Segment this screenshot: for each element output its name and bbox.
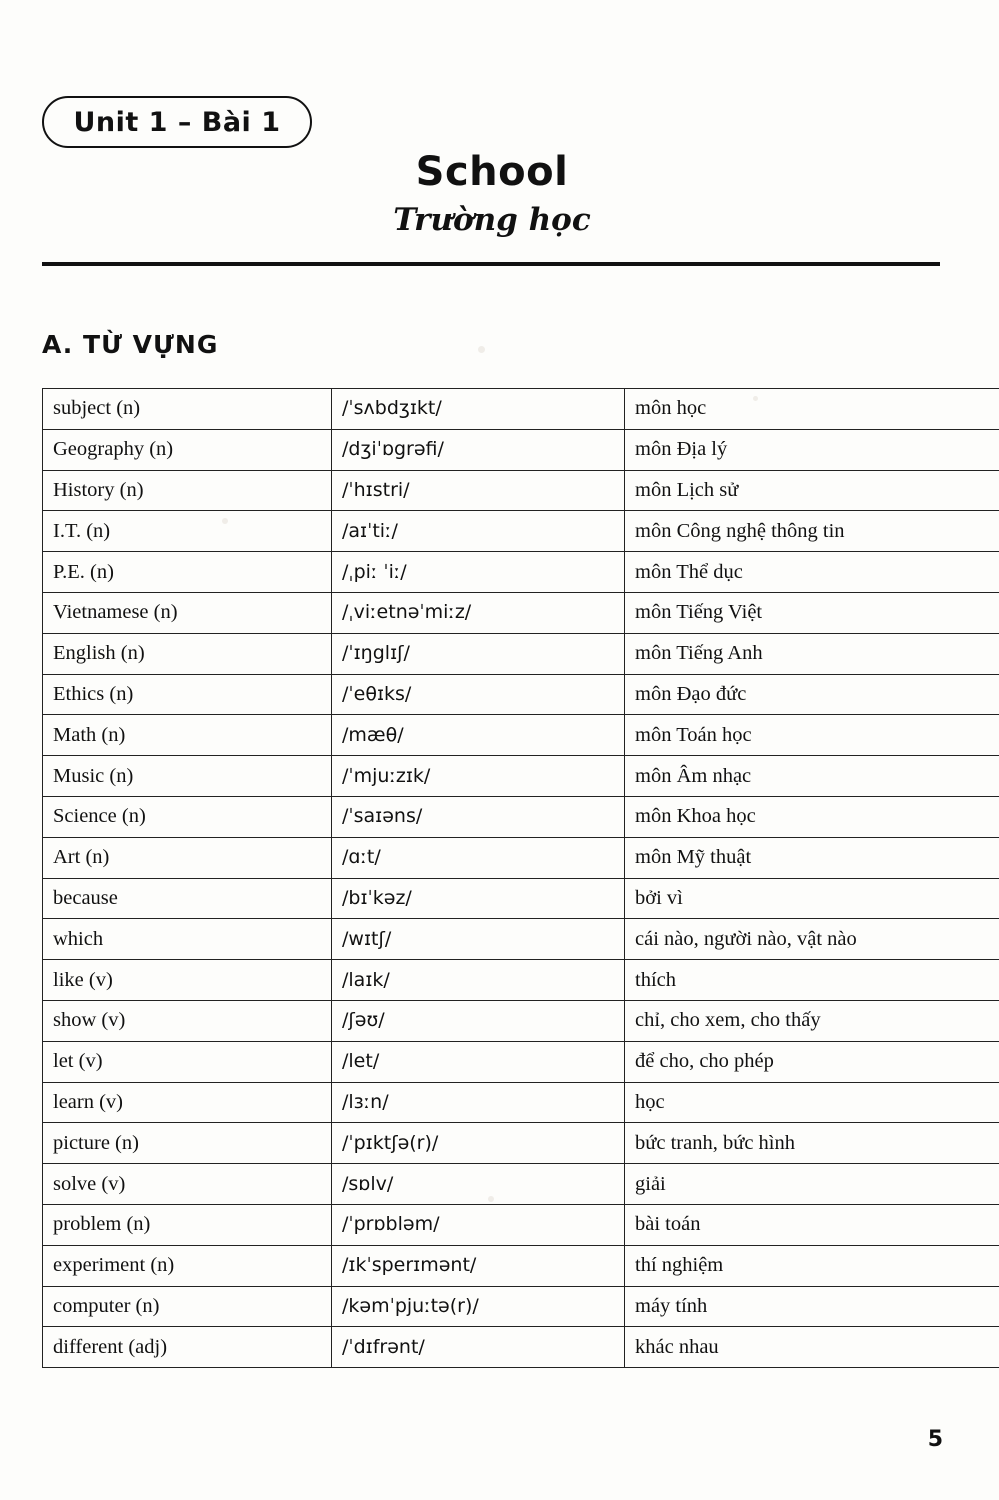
vocab-pronunciation-text: /sɒlv/ [342,1172,394,1195]
table-row [43,1041,999,1082]
vocab-pronunciation-text: /mæθ/ [342,723,404,746]
table-row [43,715,999,756]
table-row [43,470,999,511]
vocab-word: Geography (n) [43,429,332,470]
title-divider [42,262,940,266]
vocab-pronunciation-text: /ˈsʌbdʒɪkt/ [342,397,442,420]
vocab-pronunciation-text: /lɜːn/ [342,1090,389,1113]
vocab-meaning: máy tính [625,1286,999,1327]
vocab-pronunciation-text: /ʃəʊ/ [342,1009,385,1032]
vocab-pronunciation-text: /ˈeθɪks/ [342,682,412,705]
table-row [43,1204,999,1245]
unit-badge-label: Unit 1 – Bài 1 [73,106,281,138]
vocab-word: Ethics (n) [43,674,332,715]
table-row [43,1000,999,1041]
table-row [43,960,999,1001]
vocab-pronunciation [332,960,625,1001]
vocab-pronunciation [332,837,625,878]
vocabulary-table [42,388,999,1368]
vocab-pronunciation-text: /wɪtʃ/ [342,927,392,950]
table-row [43,389,999,430]
vocab-pronunciation [332,552,625,593]
vocab-pronunciation-text: /aɪˈtiː/ [342,519,398,542]
vocab-pronunciation [332,919,625,960]
vocab-meaning: bức tranh, bức hình [625,1123,999,1164]
vocab-meaning: môn Tiếng Anh [625,633,999,674]
vocab-pronunciation-text: /ˌviːetnəˈmiːz/ [342,601,472,624]
vocab-meaning: để cho, cho phép [625,1041,999,1082]
vocab-pronunciation [332,511,625,552]
vocab-meaning: bởi vì [625,878,999,919]
vocab-pronunciation-text: /dʒiˈɒgrəfi/ [342,438,444,461]
vocab-word: Art (n) [43,837,332,878]
vocab-word: I.T. (n) [43,511,332,552]
page-number: 5 [927,1427,943,1452]
vocab-pronunciation [332,756,625,797]
table-row [43,756,999,797]
vocab-meaning: chỉ, cho xem, cho thấy [625,1000,999,1041]
table-row [43,429,999,470]
vocab-word: subject (n) [43,389,332,430]
vocab-pronunciation-text: /ˈsaɪəns/ [342,805,423,828]
vocab-meaning: môn Khoa học [625,796,999,837]
vocab-word: computer (n) [43,1286,332,1327]
vocab-meaning: môn Đạo đức [625,674,999,715]
table-row [43,592,999,633]
scan-speck [478,346,485,353]
vocab-meaning: môn Công nghệ thông tin [625,511,999,552]
vocab-word: show (v) [43,1000,332,1041]
vocab-pronunciation-text: /ˈmjuːzɪk/ [342,764,431,787]
vocab-word: problem (n) [43,1204,332,1245]
vocab-meaning: thí nghiệm [625,1245,999,1286]
vocab-pronunciation-text: /ˈdɪfrənt/ [342,1335,425,1358]
vocab-meaning: môn Địa lý [625,429,999,470]
table-row [43,674,999,715]
table-row [43,1082,999,1123]
title-english: School [415,149,569,195]
vocab-pronunciation [332,592,625,633]
vocab-pronunciation [332,1204,625,1245]
vocab-word: learn (v) [43,1082,332,1123]
vocab-pronunciation [332,1327,625,1368]
vocab-meaning: môn Tiếng Việt [625,592,999,633]
table-row [43,633,999,674]
vocab-meaning: môn học [625,389,999,430]
vocab-pronunciation-text: /ˈɪŋglɪʃ/ [342,642,410,665]
vocab-word: Science (n) [43,796,332,837]
table-row [43,1123,999,1164]
vocab-word: like (v) [43,960,332,1001]
section-heading-vocabulary: A. TỪ VỰNG [42,330,219,359]
vocab-word: picture (n) [43,1123,332,1164]
vocab-pronunciation [332,470,625,511]
vocab-pronunciation [332,796,625,837]
vocab-word: solve (v) [43,1164,332,1205]
vocab-meaning: môn Âm nhạc [625,756,999,797]
vocab-word: P.E. (n) [43,552,332,593]
vocab-pronunciation-text: /ˌpiː ˈiː/ [342,560,407,583]
vocab-pronunciation [332,1082,625,1123]
page-title [42,150,942,238]
table-row [43,511,999,552]
vocab-word: Music (n) [43,756,332,797]
vocab-word: because [43,878,332,919]
vocab-pronunciation [332,674,625,715]
vocab-meaning: khác nhau [625,1327,999,1368]
vocab-word: different (adj) [43,1327,332,1368]
table-row [43,796,999,837]
table-row [43,1327,999,1368]
unit-badge [42,96,312,148]
vocab-pronunciation [332,1000,625,1041]
vocab-pronunciation [332,633,625,674]
vocab-pronunciation-text: /kəmˈpjuːtə(r)/ [342,1294,479,1317]
vocab-pronunciation-text: /bɪˈkəz/ [342,886,412,909]
vocab-meaning: bài toán [625,1204,999,1245]
title-vietnamese: Trường học [393,202,591,238]
vocab-pronunciation [332,1245,625,1286]
vocab-word: which [43,919,332,960]
table-row [43,878,999,919]
vocab-word: experiment (n) [43,1245,332,1286]
vocab-meaning: môn Thể dục [625,552,999,593]
vocab-pronunciation [332,1164,625,1205]
vocab-pronunciation [332,429,625,470]
vocab-word: let (v) [43,1041,332,1082]
vocab-pronunciation-text: /ˈpɪktʃə(r)/ [342,1131,439,1154]
vocab-pronunciation-text: /let/ [342,1050,380,1073]
vocab-word: History (n) [43,470,332,511]
vocab-meaning: học [625,1082,999,1123]
vocab-meaning: cái nào, người nào, vật nào [625,919,999,960]
table-row [43,837,999,878]
vocab-pronunciation [332,389,625,430]
vocab-pronunciation-text: /laɪk/ [342,968,390,991]
vocab-pronunciation-text: /ˈhɪstri/ [342,478,410,501]
vocab-meaning: môn Toán học [625,715,999,756]
table-row [43,1164,999,1205]
vocab-pronunciation [332,715,625,756]
table-row [43,1245,999,1286]
vocab-pronunciation-text: /ˈprɒbləm/ [342,1213,440,1236]
vocab-pronunciation [332,1286,625,1327]
vocab-word: Vietnamese (n) [43,592,332,633]
table-row [43,1286,999,1327]
vocab-meaning: môn Mỹ thuật [625,837,999,878]
vocab-pronunciation [332,1041,625,1082]
vocab-meaning: giải [625,1164,999,1205]
vocab-word: Math (n) [43,715,332,756]
vocab-meaning: thích [625,960,999,1001]
vocab-pronunciation [332,878,625,919]
table-row [43,552,999,593]
vocab-pronunciation-text: /ɑːt/ [342,846,381,869]
vocab-pronunciation-text: /ɪkˈsperɪmənt/ [342,1254,477,1277]
vocab-meaning: môn Lịch sử [625,470,999,511]
table-row [43,919,999,960]
vocab-pronunciation [332,1123,625,1164]
vocab-word: English (n) [43,633,332,674]
